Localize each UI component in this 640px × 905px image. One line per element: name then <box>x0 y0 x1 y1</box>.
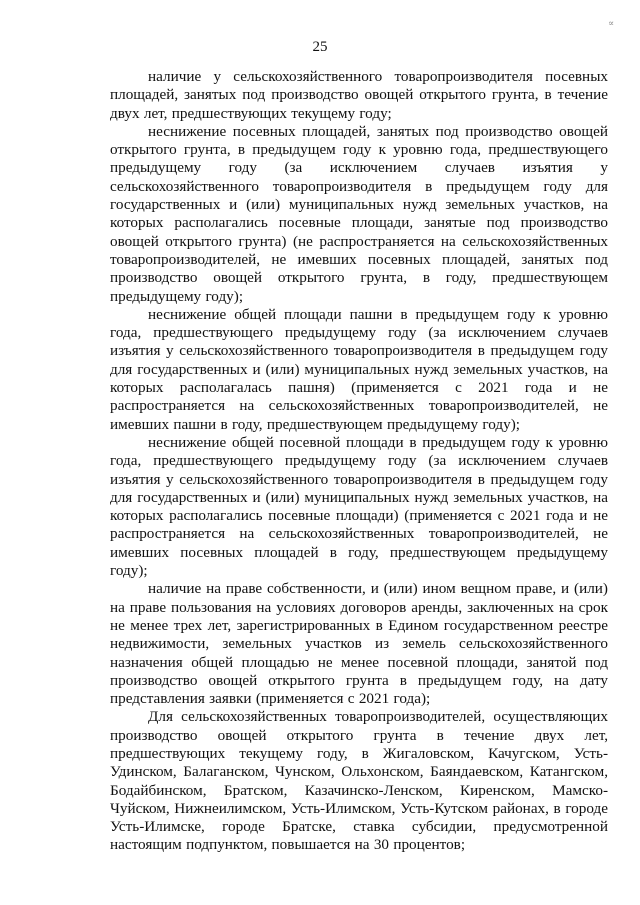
paragraph-open-ground-areas: наличие у сельскохозяйственного товаропроизводителя посевных площадей, занятых под производство овощей открытого грунта, в течение двух лет, предшествующих текущему году; <box>110 68 608 122</box>
paragraph-total-sown-area-non-reduction: неснижение общей посевной площади в предыдущем году к уровню года, предшествующего предыдущему году (за исключением случаев изъятия у сельскохозяйственного товаропроизводителя в предыдущем году для государственных и (или) муниципальных нужд земельных участков, на которых располагались посевные площади) (применяется с 2021 года и не распространяется на сельскохозяйственных товаропроизводителей, не имевших посевных площадей в году, предшествующем предыдущему году); <box>110 433 608 580</box>
document-body <box>110 68 608 855</box>
paragraph-land-rights: наличие на праве собственности, и (или) ином вещном праве, и (или) на праве пользования на условиях договоров аренды, заключенных на срок не менее трех лет, зарегистрированных в Едином государственном реестре недвижимости, земельных участков из земель сельскохозяйственного назначения общей площадью не менее посевной площади, занятой под производство овощей открытого грунта в предыдущем году, на дату представления заявки (применяется с 2021 года); <box>110 580 608 708</box>
paragraph-sown-area-non-reduction: неснижение посевных площадей, занятых под производство овощей открытого грунта, в предыдущем году к уровню года, предшествующего предыдущему году (за исключением случаев изъятия у сельскохозяйственного товаропроизводителя в предыдущем году для государственных и (или) муниципальных нужд земельных участков, на которых располагались посевные площади, занятые под производство овощей открытого грунта) (не распространяется на сельскохозяйственных товаропроизводителей, не имевших посевных площадей, занятых под производство овощей открытого грунта, в году, предшествующем предыдущему году); <box>110 122 608 305</box>
corner-mark: ∝ <box>608 18 615 28</box>
page-number: 25 <box>312 39 328 55</box>
paragraph-arable-land-non-reduction: неснижение общей площади пашни в предыдущем году к уровню года, предшествующего предыдущему году (за исключением случаев изъятия у сельскохозяйственного товаропроизводителя в предыдущем году для государственных и (или) муниципальных нужд земельных участков, на которых располагалась пашня) (применяется с 2021 года и не распространяется на сельскохозяйственных товаропроизводителей, не имевших пашни в году, предшествующем предыдущему году); <box>110 305 608 433</box>
paragraph-subsidy-increase: Для сельскохозяйственных товаропроизводителей, осуществляющих производство овощей открытого грунта в течение двух лет, предшествующих текущему году, в Жигаловском, Качугском, Усть-Удинском, Балаганском, Чунском, Ольхонском, Баяндаевском, Катангском, Бодайбинском, Братском, Казачинско-Ленском, Киренском, Мамско-Чуйском, Нижнеилимском, Усть-Илимском, Усть-Кутском районах, в городе Усть-Илимске, городе Братске, ставка субсидии, предусмотренной настоящим подпунктом, повышается на 30 процентов; <box>110 708 608 854</box>
